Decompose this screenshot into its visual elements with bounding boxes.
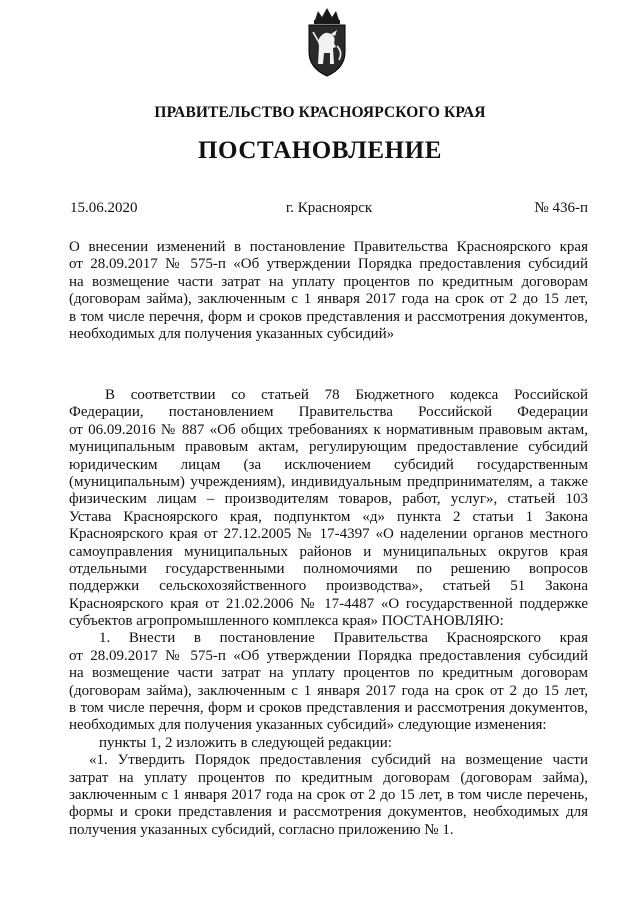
- body-line: от 28.09.2017 № 575-п «Об утверждении Порядка предоставления субсидий: [69, 647, 588, 664]
- document-type: ПОСТАНОВЛЕНИЕ: [197, 137, 443, 164]
- body-line: (муниципальным) учреждениям), индивидуальным предпринимателям, а также: [69, 473, 588, 490]
- body-line: Федерации, постановлением Правительства Российской Федерации: [69, 404, 588, 421]
- document-body: [69, 387, 588, 839]
- body-line: отдельными государственными полномочиями по решению вопросов: [69, 560, 588, 577]
- body-line: Красноярского края от 21.02.2006 № 17-4487 «О государственной поддержке: [69, 595, 588, 612]
- document-number: № 436-п: [534, 200, 588, 216]
- body-line: Красноярского края от 27.12.2005 № 17-4397 «О наделении органов местного: [69, 526, 588, 543]
- body-line: самоуправления муниципальных районов и муниципальных округов края: [69, 543, 588, 560]
- coat-of-arms-icon: [301, 6, 353, 80]
- body-line: в том числе перечня, форм и сроков представления и рассмотрения документов,: [69, 700, 588, 717]
- body-line: пункты 1, 2 изложить в следующей редакции:: [99, 734, 392, 751]
- subject-line: от 28.09.2017 № 575-п «Об утверждении Порядка предоставления субсидий: [69, 256, 588, 273]
- body-line: субъектов агропромышленного комплекса края» ПОСТАНОВЛЯЮ:: [69, 613, 504, 630]
- body-line: муниципальным правовым актам, регулирующим предоставление субсидий: [69, 439, 588, 456]
- subject-line: необходимых для получения указанных субсидий»: [69, 325, 395, 342]
- subject-line: О внесении изменений в постановление Правительства Красноярского края: [69, 239, 588, 255]
- document-city: г. Красноярск: [285, 200, 373, 216]
- body-line: от 06.09.2016 № 887 «Об общих требованиях к нормативным правовым актам,: [69, 421, 588, 438]
- body-line: получения указанных субсидий, согласно приложению № 1.: [69, 821, 454, 838]
- body-line: Устава Красноярского края, подпунктом «д» пункта 2 статьи 1 Закона: [69, 508, 588, 525]
- body-line: необходимых для получения указанных субсидий» следующие изменения:: [69, 717, 547, 734]
- body-line: «1. Утвердить Порядок предоставления субсидий на возмещение части: [89, 752, 588, 769]
- body-line: юридическим лицам (за исключением субсидий государственным: [69, 456, 588, 473]
- subject-line: (договорам займа), заключенным с 1 января 2017 года на срок от 2 до 15 лет,: [69, 291, 588, 308]
- body-line: 1. Внести в постановление Правительства Красноярского края: [99, 630, 588, 647]
- body-line: В соответствии со статьей 78 Бюджетного кодекса Российской: [105, 387, 588, 403]
- body-line: на возмещение части затрат на уплату процентов по кредитным договорам: [69, 665, 588, 682]
- subject-line: в том числе перечня, форм и сроков представления и рассмотрения документов,: [69, 308, 588, 325]
- organization-name: ПРАВИТЕЛЬСТВО КРАСНОЯРСКОГО КРАЯ: [154, 104, 486, 121]
- body-line: формы и сроки представления и рассмотрения документов, необходимых для: [69, 804, 588, 821]
- body-line: (договорам займа), заключенным с 1 января 2017 года на срок от 2 до 15 лет,: [69, 682, 588, 699]
- body-line: поддержки сельскохозяйственного производства», статьей 51 Закона: [69, 578, 588, 595]
- document-subject: [69, 239, 588, 343]
- body-line: затрат на уплату процентов по кредитным договорам (договорам займа),: [69, 769, 588, 786]
- document-date: 15.06.2020: [70, 200, 138, 216]
- subject-line: на возмещение части затрат на уплату процентов по кредитным договорам: [69, 273, 588, 290]
- body-line: физическим лицам – производителям товаров, работ, услуг», статьей 103: [69, 491, 588, 508]
- body-line: заключенным с 1 января 2017 года на срок от 2 до 15 лет, в том числе перечень,: [69, 786, 588, 803]
